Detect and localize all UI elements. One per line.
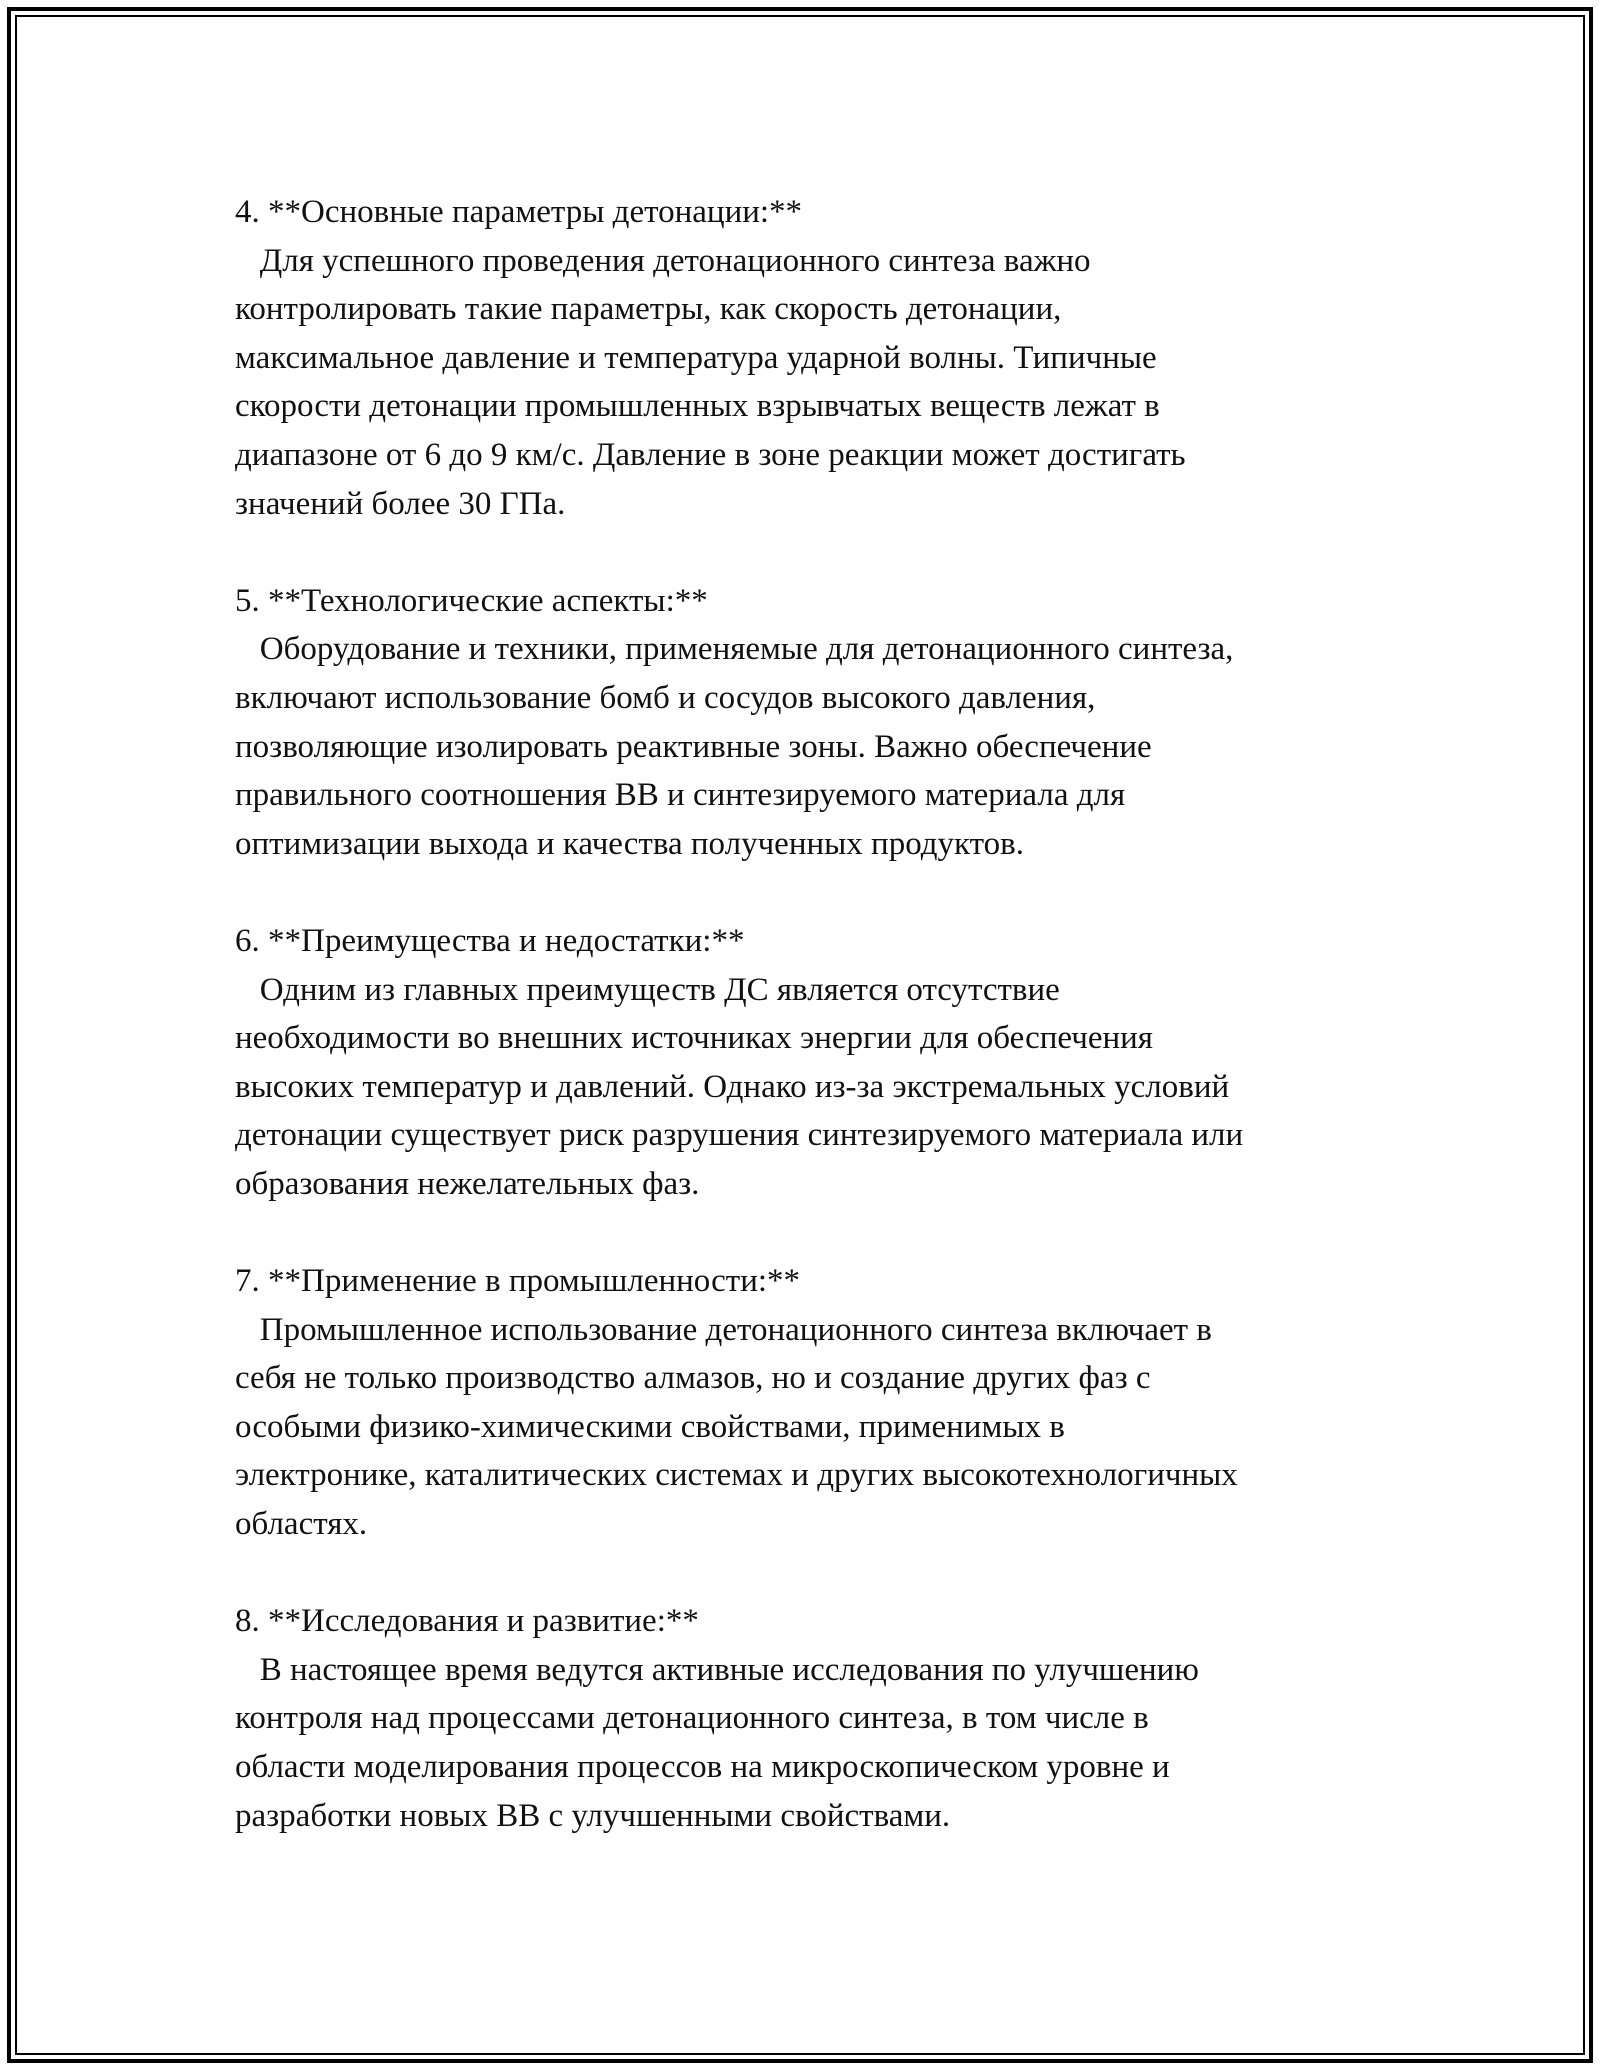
paragraph-line: Для успешного проведения детонационного синтеза важно (235, 242, 1091, 279)
paragraph-line: контроля над процессами детонационного синтеза, в том числе в (235, 1700, 1149, 1737)
paragraph-line: скорости детонации промышленных взрывчатых веществ лежат в (235, 388, 1160, 425)
section-heading: 4. **Основные параметры детонации:** (235, 194, 803, 230)
paragraph-line: диапазоне от 6 до 9 км/с. Давление в зоне реакции может достигать (235, 436, 1186, 473)
section-8 (235, 1597, 1415, 1840)
section-heading: 7. **Применение в промышленности:** (235, 1263, 801, 1300)
section-4 (235, 188, 1415, 528)
paragraph-line: Промышленное использование детонационного синтеза включает в (235, 1311, 1212, 1348)
paragraph-line: значений более 30 ГПа. (235, 485, 566, 522)
paragraph-line: максимальное давление и температура ударной волны. Типичные (235, 339, 1157, 376)
paragraph-line: позволяющие изолировать реактивные зоны. Важно обеспечение (235, 728, 1152, 765)
paragraph-line: областях. (235, 1506, 368, 1543)
section-5 (235, 577, 1415, 869)
paragraph-line: области моделирования процессов на микроскопическом уровне и (235, 1749, 1170, 1785)
paragraph-line: образования нежелательных фаз. (235, 1165, 700, 1202)
section-heading: 5. **Технологические аспекты:** (235, 582, 708, 619)
paragraph-line: оптимизации выхода и качества полученных продуктов. (235, 825, 1024, 862)
paragraph-line: детонации существует риск разрушения синтезируемого материала или (235, 1117, 1244, 1154)
paragraph-line: электронике, каталитических системах и других высокотехнологичных (235, 1457, 1238, 1494)
section-6 (235, 917, 1415, 1209)
paragraph-line: себя не только производство алмазов, но и создание других фаз с (235, 1360, 1151, 1397)
paragraph-line: правильного соотношения ВВ и синтезируемого материала для (235, 777, 1126, 814)
section-heading: 8. **Исследования и развитие:** (235, 1603, 699, 1640)
paragraph-line: высоких температур и давлений. Однако из-за экстремальных условий (235, 1068, 1230, 1105)
section-heading: 6. **Преимущества и недостатки:** (235, 922, 745, 959)
paragraph-line: разработки новых ВВ с улучшенными свойствами. (235, 1797, 951, 1834)
paragraph-line: особыми физико-химическими свойствами, применимых в (235, 1408, 1065, 1445)
paragraph-line: В настоящее время ведутся активные исследования по улучшению (235, 1651, 1199, 1688)
section-7 (235, 1257, 1415, 1549)
paragraph-line: необходимости во внешних источниках энергии для обеспечения (235, 1020, 1153, 1057)
paragraph-line: Одним из главных преимуществ ДС является отсутствие (235, 971, 1060, 1008)
paragraph-line: контролировать такие параметры, как скорость детонации, (235, 291, 1062, 328)
document-body (235, 188, 1415, 1889)
paragraph-line: Оборудование и техники, применяемые для детонационного синтеза, (235, 631, 1234, 668)
paragraph-line: включают использование бомб и сосудов высокого давления, (235, 679, 1096, 716)
